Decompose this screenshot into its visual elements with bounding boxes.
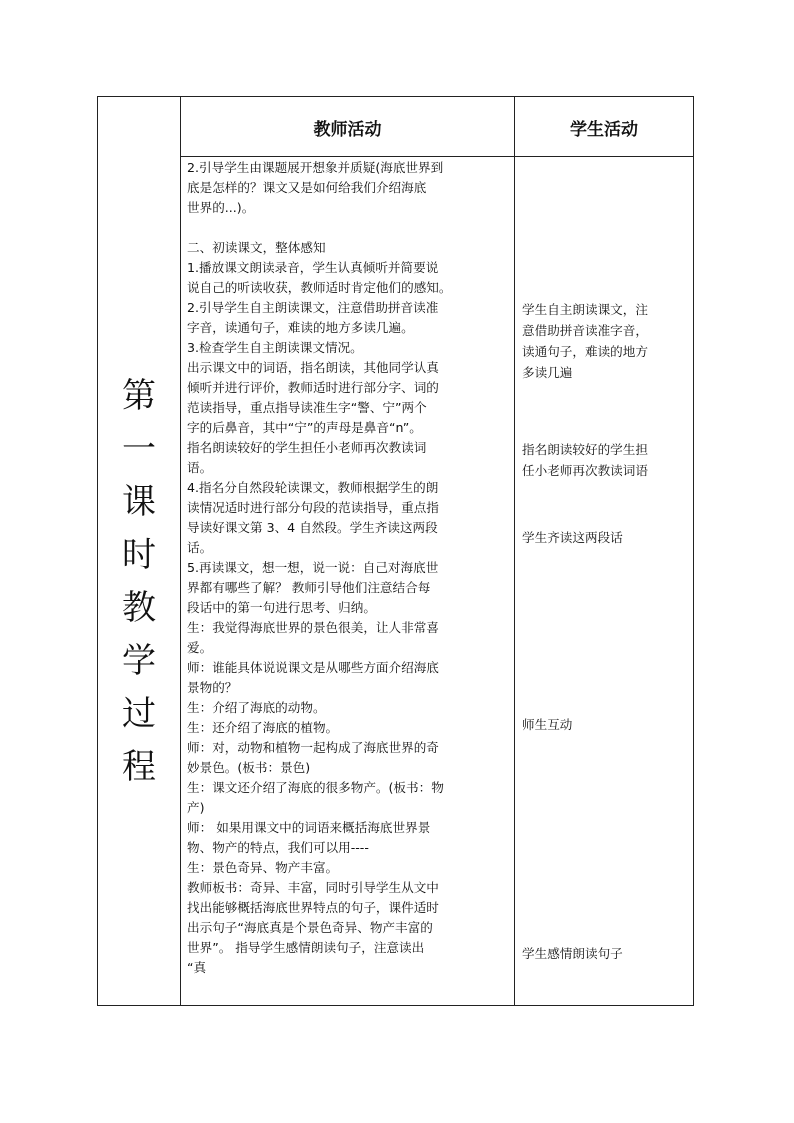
teacher-line: 1.播放课文朗读录音，学生认真倾听并简要说 (187, 260, 439, 275)
teacher-line: 说自己的听读收获，教师适时肯定他们的感知。 (187, 280, 452, 295)
teacher-line: 段话中的第一句进行思考、归纳。 (187, 600, 376, 615)
side-label-char: 时 (122, 534, 156, 575)
teacher-line: 生：介绍了海底的动物。 (187, 700, 326, 715)
column-divider (514, 97, 515, 1005)
teacher-activity-content (187, 158, 509, 978)
teacher-line: 2.引导学生自主朗读课文，注意借助拼音读准 (187, 300, 439, 315)
student-note-line: 任小老师再次教读词语 (522, 463, 648, 478)
teacher-line: 妙景色。(板书：景色) (187, 760, 311, 775)
teacher-line (187, 218, 509, 238)
teacher-line: “真 (187, 960, 207, 975)
side-label-char: 第 (122, 375, 156, 416)
teacher-line: 语。 (187, 460, 213, 475)
teacher-line: 导读好课文第 3、4 自然段。学生齐读这两段 (187, 520, 438, 535)
teacher-line: 指名朗读较好的学生担任小老师再次教读词 (187, 440, 427, 455)
teacher-line: 2.引导学生由课题展开想象并质疑(海底世界到 (187, 160, 444, 175)
lesson-table (97, 96, 694, 1006)
teacher-line: 出示句子“海底真是个景色奇异、物产丰富的 (187, 920, 433, 935)
teacher-line: 话。 (187, 540, 213, 555)
teacher-line: 物、物产的特点，我们可以用---- (187, 840, 369, 855)
side-label-char: 过 (122, 693, 156, 734)
student-note-line: 多读几遍 (522, 365, 573, 380)
teacher-line: 字的后鼻音，其中“宁”的声母是鼻音“n”。 (187, 420, 422, 435)
student-note (522, 943, 690, 964)
side-label-char: 课 (122, 481, 156, 522)
teacher-line: 世界的...)。 (187, 200, 255, 215)
student-note (522, 439, 690, 481)
lesson-stage-label (98, 157, 180, 1006)
teacher-activity-header: 教师活动 (313, 119, 382, 140)
student-activity-header: 学生活动 (570, 119, 638, 140)
teacher-line: 3.检查学生自主朗读课文情况。 (187, 340, 363, 355)
teacher-line: 师： 如果用课文中的词语来概括海底世界景 (187, 820, 431, 835)
teacher-line: 4.指名分自然段轮读课文，教师根据学生的朗 (187, 480, 439, 495)
teacher-line: 范读指导，重点指导读准生字“警、宁”两个 (187, 400, 427, 415)
teacher-line: 读情况适时进行部分句段的范读指导，重点指 (187, 500, 439, 515)
student-note-line: 学生感情朗读句子 (522, 946, 623, 961)
teacher-line: 找出能够概括海底世界特点的句子，课件适时 (187, 900, 439, 915)
teacher-line: 世界”。 指导学生感情朗读句子，注意读出 (187, 940, 425, 955)
teacher-line: 字音，读通句子，难读的地方多读几遍。 (187, 320, 414, 335)
student-note (522, 714, 690, 735)
teacher-line: 5.再读课文，想一想，说一说：自己对海底世 (187, 560, 439, 575)
student-note-line: 学生自主朗读课文，注 (522, 302, 648, 317)
student-note (522, 527, 690, 548)
student-note-line: 意借助拼音读准字音， (522, 323, 648, 338)
teacher-line: 二、初读课文，整体感知 (187, 240, 326, 255)
side-label-char: 程 (122, 746, 156, 787)
student-note-line: 师生互动 (522, 717, 573, 732)
teacher-line: 产) (187, 800, 205, 815)
teacher-line: 界都有哪些了解？ 教师引导他们注意结合每 (187, 580, 431, 595)
teacher-line: 倾听并进行评价，教师适时进行部分字、词的 (187, 380, 439, 395)
teacher-line: 教师板书：奇异、丰富，同时引导学生从文中 (187, 880, 439, 895)
teacher-line: 生：还介绍了海底的植物。 (187, 720, 339, 735)
teacher-line: 爱。 (187, 640, 213, 655)
student-note-line: 学生齐读这两段话 (522, 530, 623, 545)
student-note (522, 299, 690, 383)
student-note-line: 指名朗读较好的学生担 (522, 442, 648, 457)
teacher-line: 师：谁能具体说说课文是从哪些方面介绍海底 (187, 660, 439, 675)
side-label-char: 一 (122, 428, 156, 469)
teacher-line: 生：景色奇异、物产丰富。 (187, 860, 339, 875)
column-divider (180, 97, 181, 1005)
teacher-line: 师：对，动物和植物一起构成了海底世界的奇 (187, 740, 439, 755)
side-label-char: 教 (122, 587, 156, 628)
teacher-line: 底是怎样的？课文又是如何给我们介绍海底 (187, 180, 427, 195)
teacher-line: 景物的？ (187, 680, 238, 695)
teacher-line: 生：我觉得海底世界的景色很美，让人非常喜 (187, 620, 439, 635)
teacher-line: 出示课文中的词语，指名朗读，其他同学认真 (187, 360, 439, 375)
teacher-line: 生：课文还介绍了海底的很多物产。(板书：物 (187, 780, 444, 795)
side-label-char: 学 (122, 640, 156, 681)
student-note-line: 读通句子，难读的地方 (522, 344, 648, 359)
